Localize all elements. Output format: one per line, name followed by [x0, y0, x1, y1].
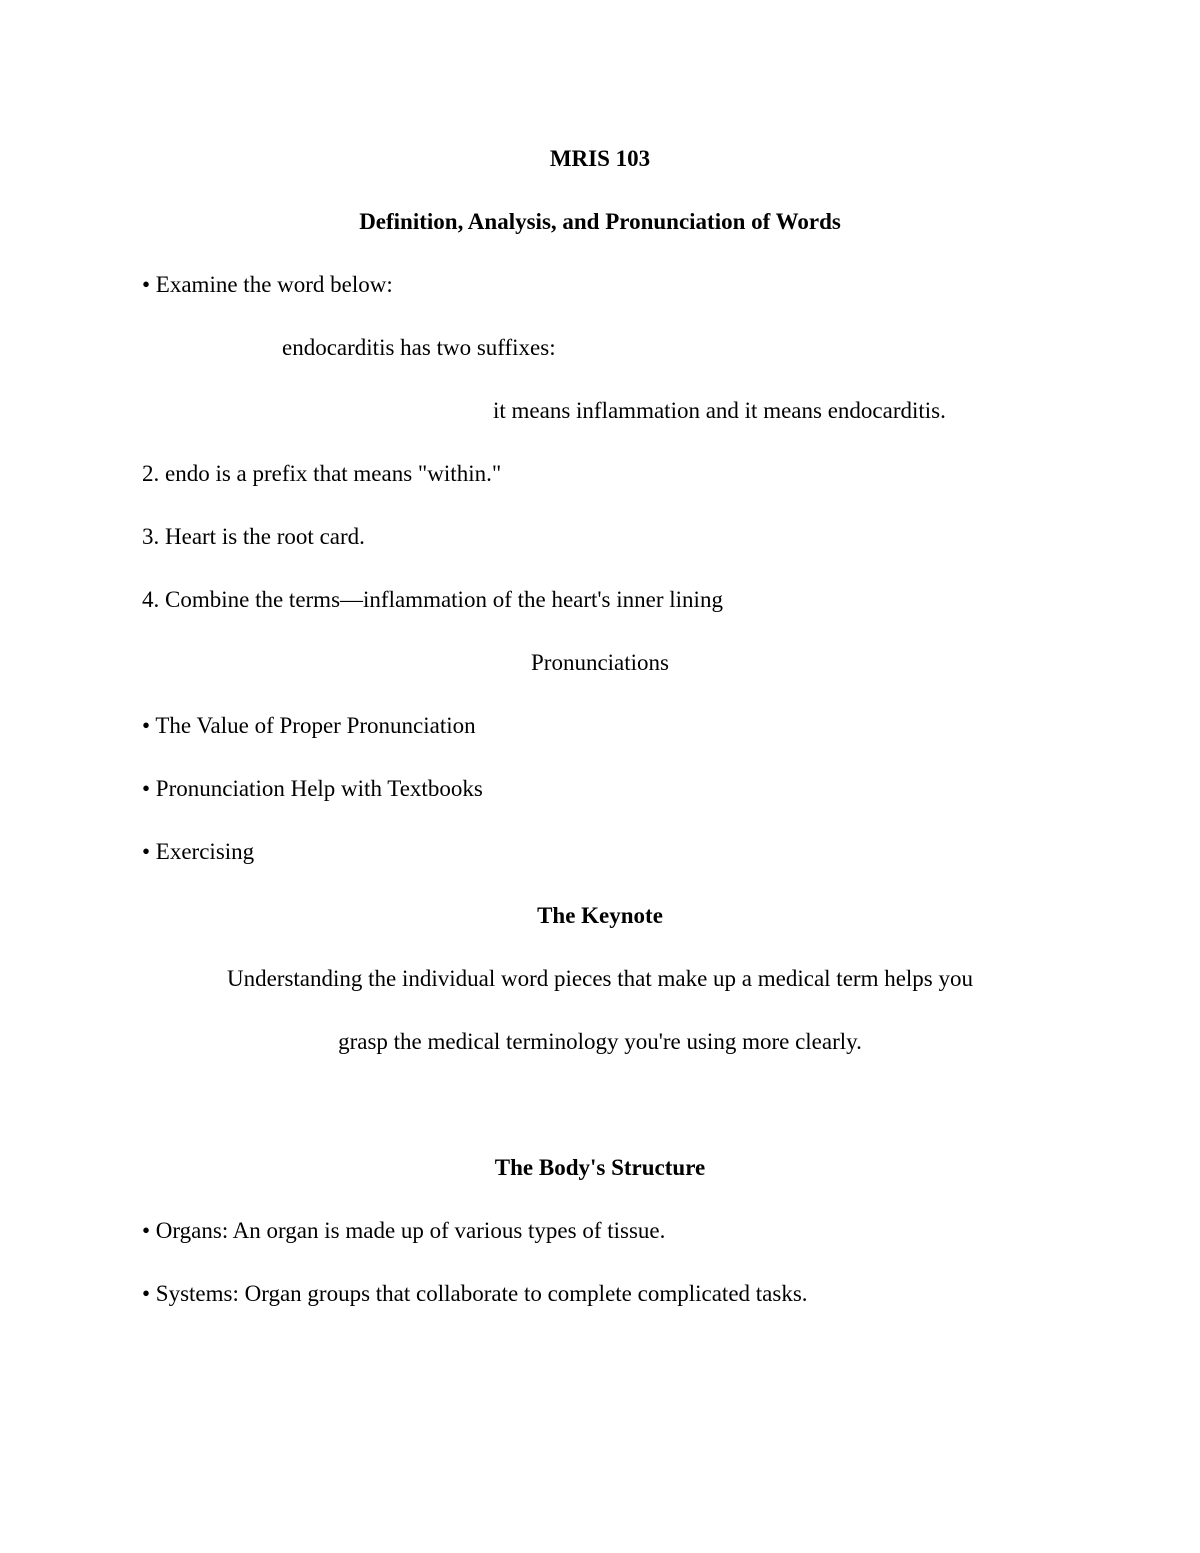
suffix-meaning-line: it means inflammation and it means endocarditis. — [493, 398, 946, 423]
bullet-examine: • Examine the word below: — [142, 272, 393, 297]
structure-bullet-systems: • Systems: Organ groups that collaborate to complete complicated tasks. — [142, 1281, 808, 1306]
list-item-2: 2. endo is a prefix that means "within." — [142, 461, 502, 486]
keynote-heading: The Keynote — [537, 903, 663, 928]
section-heading: Definition, Analysis, and Pronunciation of Words — [359, 209, 841, 234]
pronunciation-bullet-2: • Pronunciation Help with Textbooks — [142, 776, 483, 801]
pronunciation-bullet-3: • Exercising — [142, 839, 255, 864]
structure-bullet-organs: • Organs: An organ is made up of various types of tissue. — [142, 1218, 666, 1243]
course-title: MRIS 103 — [549, 146, 651, 171]
list-item-4: 4. Combine the terms—inflammation of the heart's inner lining — [142, 587, 723, 612]
pronunciations-heading: Pronunciations — [531, 650, 669, 675]
keynote-line-1: Understanding the individual word pieces that make up a medical term helps you — [226, 966, 974, 991]
list-item-3: 3. Heart is the root card. — [142, 524, 365, 549]
structure-heading: The Body's Structure — [494, 1155, 706, 1180]
keynote-line-2: grasp the medical terminology you're using more clearly. — [338, 1029, 862, 1054]
word-suffixes-line: endocarditis has two suffixes: — [282, 335, 556, 360]
pronunciation-bullet-1: • The Value of Proper Pronunciation — [142, 713, 476, 738]
